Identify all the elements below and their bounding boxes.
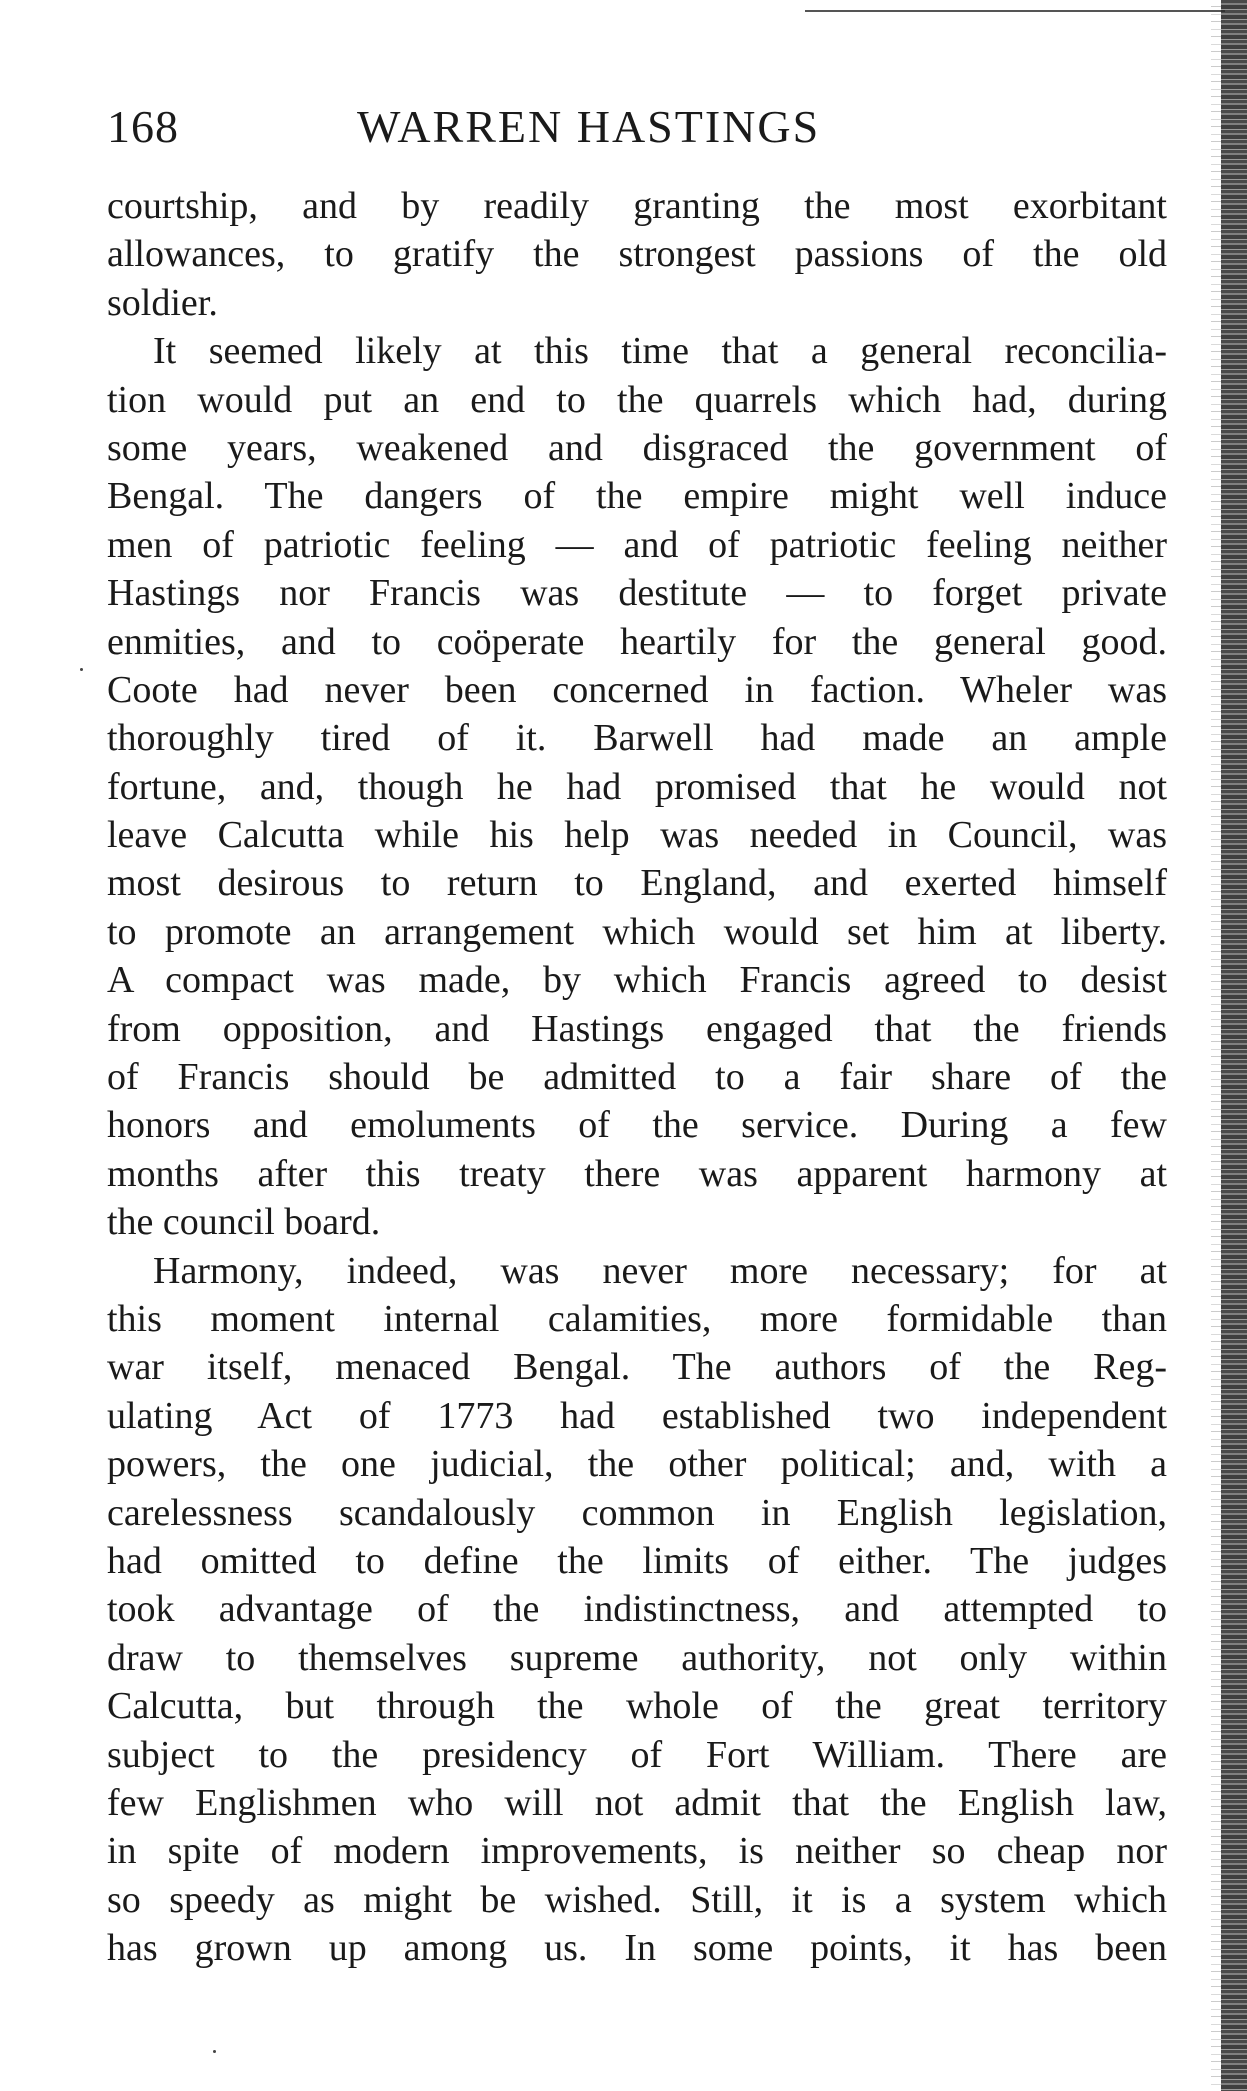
text-line: most desirous to return to England, and exerted himself <box>107 862 1167 905</box>
text-line: some years, weakened and disgraced the government of <box>107 426 1167 469</box>
text-line: months after this treaty there was apparent harmony at <box>107 1152 1167 1195</box>
text-line: has grown up among us. In some points, it has been <box>107 1927 1167 1970</box>
text-line: courtship, and by readily granting the most exorbitant <box>107 185 1167 227</box>
scan-speck <box>80 668 83 671</box>
text-line: to promote an arrangement which would set him at liberty. <box>107 910 1167 953</box>
text-line: few Englishmen who will not admit that the English law, <box>107 1781 1167 1824</box>
text-line: so speedy as might be wished. Still, it is a system which <box>107 1878 1167 1921</box>
text-line: tion would put an end to the quarrels which had, during <box>107 378 1167 421</box>
text-line: draw to themselves supreme authority, not only within <box>107 1636 1167 1679</box>
text-line: Calcutta, but through the whole of the great territory <box>107 1685 1167 1728</box>
text-line: enmities, and to coöperate heartily for the general good. <box>107 620 1167 663</box>
text-line: Harmony, indeed, was never more necessary; for at <box>153 1249 1167 1292</box>
top-rule-line <box>805 10 1225 12</box>
page-number: 168 <box>107 101 179 152</box>
text-line: soldier. <box>107 281 218 324</box>
text-line: It seemed likely at this time that a general reconcilia- <box>153 330 1167 373</box>
text-line: Bengal. The dangers of the empire might well induce <box>107 475 1167 518</box>
text-line: allowances, to gratify the strongest passions of the old <box>107 233 1167 276</box>
text-line: from opposition, and Hastings engaged that the friends <box>107 1007 1167 1050</box>
text-line: subject to the presidency of Fort William. There are <box>107 1733 1167 1776</box>
text-line: Coote had never been concerned in faction. Wheler was <box>107 668 1167 711</box>
text-line: war itself, menaced Bengal. The authors of the Reg- <box>107 1346 1167 1389</box>
page-header <box>107 100 1167 160</box>
text-line: men of patriotic feeling — and of patriotic feeling neither <box>107 523 1167 566</box>
text-line: A compact was made, by which Francis agreed to desist <box>107 959 1167 1002</box>
text-line: this moment internal calamities, more formidable than <box>107 1297 1167 1340</box>
body-text <box>107 182 1167 1972</box>
binding-edge <box>1221 0 1247 2091</box>
text-line: of Francis should be admitted to a fair share of the <box>107 1056 1167 1099</box>
text-line: honors and emoluments of the service. During a few <box>107 1104 1167 1147</box>
text-line: fortune, and, though he had promised that he would not <box>107 765 1167 808</box>
text-line: leave Calcutta while his help was needed in Council, was <box>107 814 1167 857</box>
running-head: WARREN HASTINGS <box>357 101 821 152</box>
text-line: Hastings nor Francis was destitute — to forget private <box>107 572 1167 615</box>
text-line: had omitted to define the limits of either. The judges <box>107 1539 1167 1582</box>
text-line: took advantage of the indistinctness, and attempted to <box>107 1588 1167 1631</box>
text-line: the council board. <box>107 1201 381 1244</box>
text-line: in spite of modern improvements, is neither so cheap nor <box>107 1830 1167 1873</box>
text-line: carelessness scandalously common in English legislation, <box>107 1491 1167 1534</box>
scan-speck <box>213 2050 216 2053</box>
text-line: thoroughly tired of it. Barwell had made an ample <box>107 717 1167 760</box>
text-line: ulating Act of 1773 had established two independent <box>107 1394 1167 1437</box>
text-line: powers, the one judicial, the other political; and, with a <box>107 1443 1167 1486</box>
